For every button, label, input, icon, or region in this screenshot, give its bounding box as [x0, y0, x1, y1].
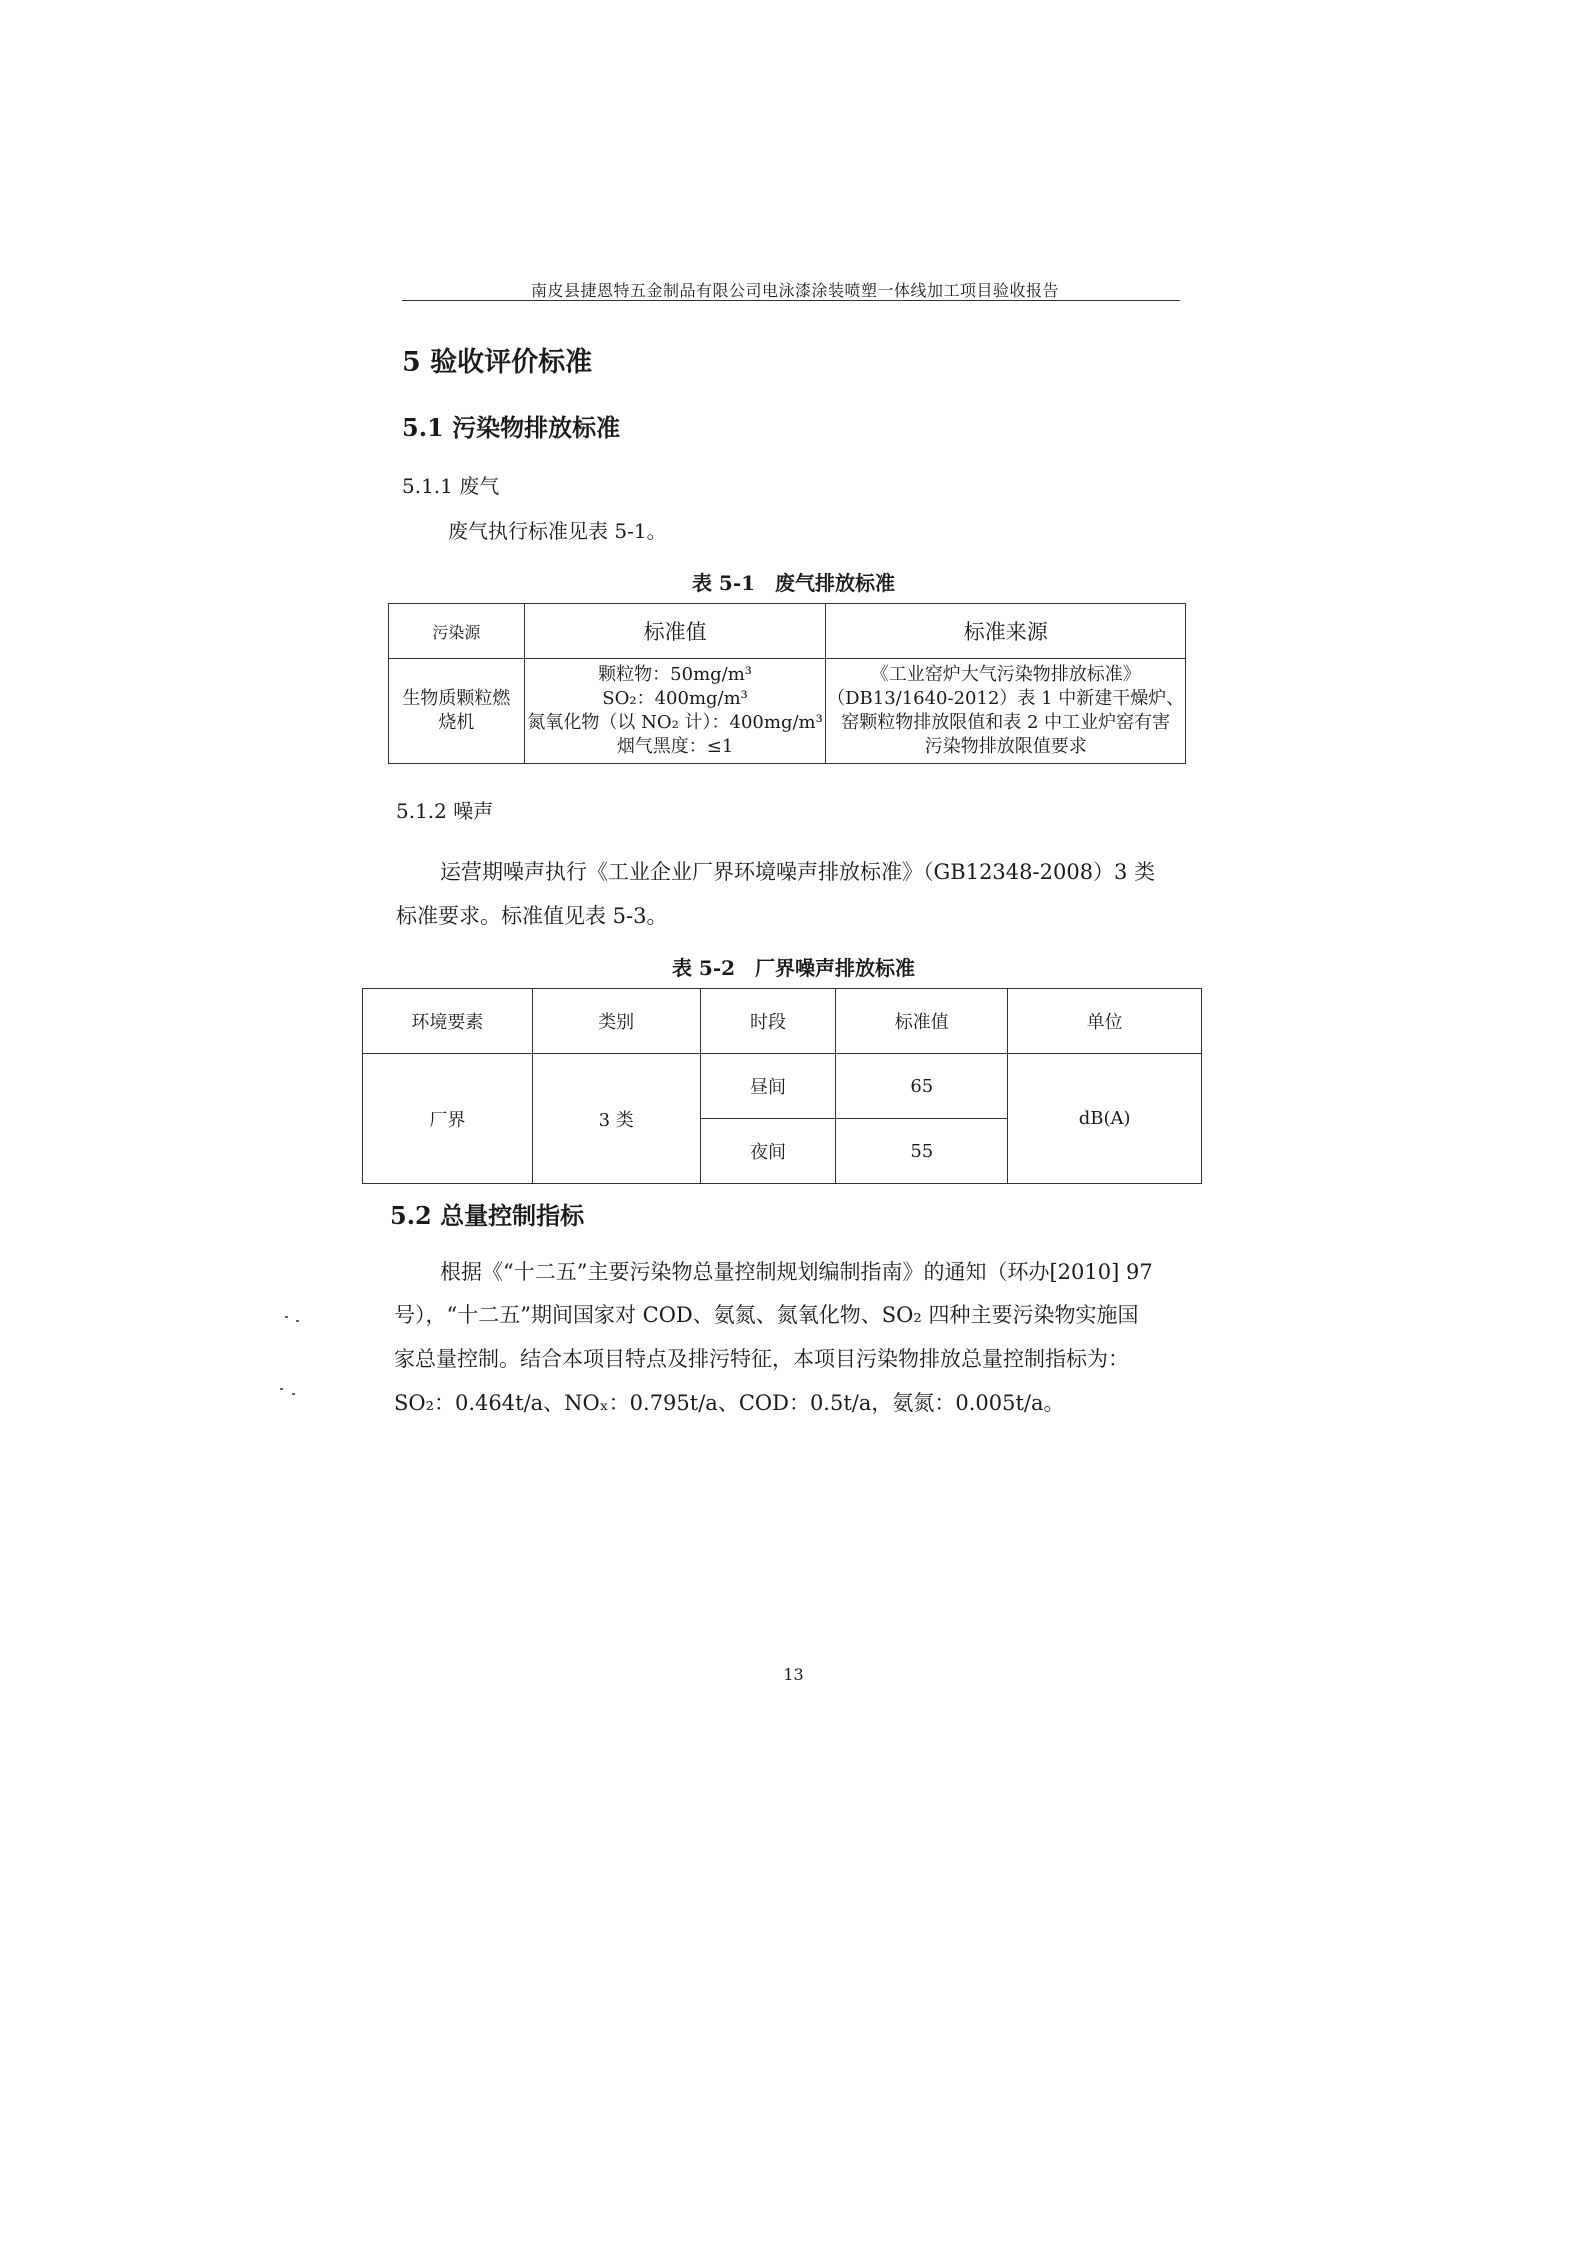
cell-line: 污染物排放限值要求 — [924, 736, 1087, 757]
table-row — [363, 1054, 1202, 1119]
table-header-cell: 标准值 — [836, 989, 1008, 1054]
total-control-line-4: SO₂：0.464t/a、NOₓ：0.795t/a、COD：0.5t/a，氨氮：0.005t/a。 — [394, 1391, 1065, 1415]
cell-line: 氮氧化物（以 NO₂ 计）：400mg/m³ — [527, 712, 823, 733]
scan-mark — [280, 1388, 283, 1390]
total-control-line-3: 家总量控制。结合本项目特点及排污特征，本项目污染物排放总量控制指标为： — [394, 1347, 1129, 1371]
waste-gas-standard-table — [388, 603, 1186, 764]
category-cell: 3 类 — [532, 1054, 700, 1184]
noise-text-line-2: 标准要求。标准值见表 5-3。 — [396, 904, 668, 928]
table-5-1-caption: 表 5-1 废气排放标准 — [691, 571, 896, 595]
total-control-line-1: 根据《“十二五”主要污染物总量控制规划编制指南》的通知（环办[2010] 97 — [440, 1260, 1153, 1284]
table-header-cell: 污染源 — [389, 604, 525, 659]
total-control-line-2: 号），“十二五”期间国家对 COD、氨氮、氮氧化物、SO₂ 四种主要污染物实施国 — [394, 1303, 1139, 1327]
scan-mark — [296, 1320, 299, 1322]
table-header-cell: 类别 — [532, 989, 700, 1054]
cell-line: 生物质颗粒燃 — [402, 688, 511, 709]
cell-line: 窑颗粒物排放限值和表 2 中工业炉窑有害 — [841, 712, 1171, 733]
cell-line: SO₂：400mg/m³ — [602, 688, 748, 709]
unit-cell: dB(A) — [1008, 1054, 1202, 1184]
waste-gas-intro: 废气执行标准见表 5-1。 — [448, 519, 667, 543]
cell-line: 烧机 — [438, 712, 475, 733]
cell-line: 颗粒物：50mg/m³ — [598, 664, 753, 685]
header-divider — [402, 300, 1180, 301]
section-5-1-1-heading: 5.1.1 废气 — [402, 474, 500, 498]
table-header-cell: 环境要素 — [363, 989, 533, 1054]
period-cell: 昼间 — [700, 1054, 836, 1119]
page-number: 13 — [783, 1665, 804, 1684]
environment-element-cell: 厂界 — [363, 1054, 533, 1184]
cell-line: 《工业窑炉大气污染物排放标准》 — [870, 664, 1141, 685]
section-5-1-heading: 5.1 污染物排放标准 — [402, 413, 621, 442]
table-5-2-caption: 表 5-2 厂界噪声排放标准 — [671, 956, 916, 980]
table-row — [389, 659, 1186, 764]
standard-source-cell — [826, 659, 1186, 764]
table-header-cell: 时段 — [700, 989, 836, 1054]
noise-standard-table — [362, 988, 1202, 1184]
section-5-2-heading: 5.2 总量控制指标 — [390, 1201, 585, 1230]
noise-text-line-1: 运营期噪声执行《工业企业厂界环境噪声排放标准》（GB12348-2008）3 类 — [440, 860, 1156, 884]
scan-mark — [292, 1393, 295, 1395]
pollution-source-cell — [389, 659, 525, 764]
scan-mark — [285, 1316, 288, 1318]
value-cell: 55 — [836, 1119, 1008, 1184]
table-header-cell: 标准值 — [524, 604, 826, 659]
table-header-cell: 单位 — [1008, 989, 1202, 1054]
table-header-row — [363, 989, 1202, 1054]
value-cell: 65 — [836, 1054, 1008, 1119]
cell-line: （DB13/1640-2012）表 1 中新建干燥炉、 — [827, 688, 1185, 709]
cell-line: 烟气黑度：≤1 — [616, 736, 734, 757]
table-header-row — [389, 604, 1186, 659]
section-5-heading: 5 验收评价标准 — [402, 347, 593, 378]
period-cell: 夜间 — [700, 1119, 836, 1184]
standard-value-cell — [524, 659, 826, 764]
table-header-cell: 标准来源 — [826, 604, 1186, 659]
running-header: 南皮县捷恩特五金制品有限公司电泳漆涂装喷塑一体线加工项目验收报告 — [530, 281, 1059, 300]
section-5-1-2-heading: 5.1.2 噪声 — [396, 799, 494, 823]
